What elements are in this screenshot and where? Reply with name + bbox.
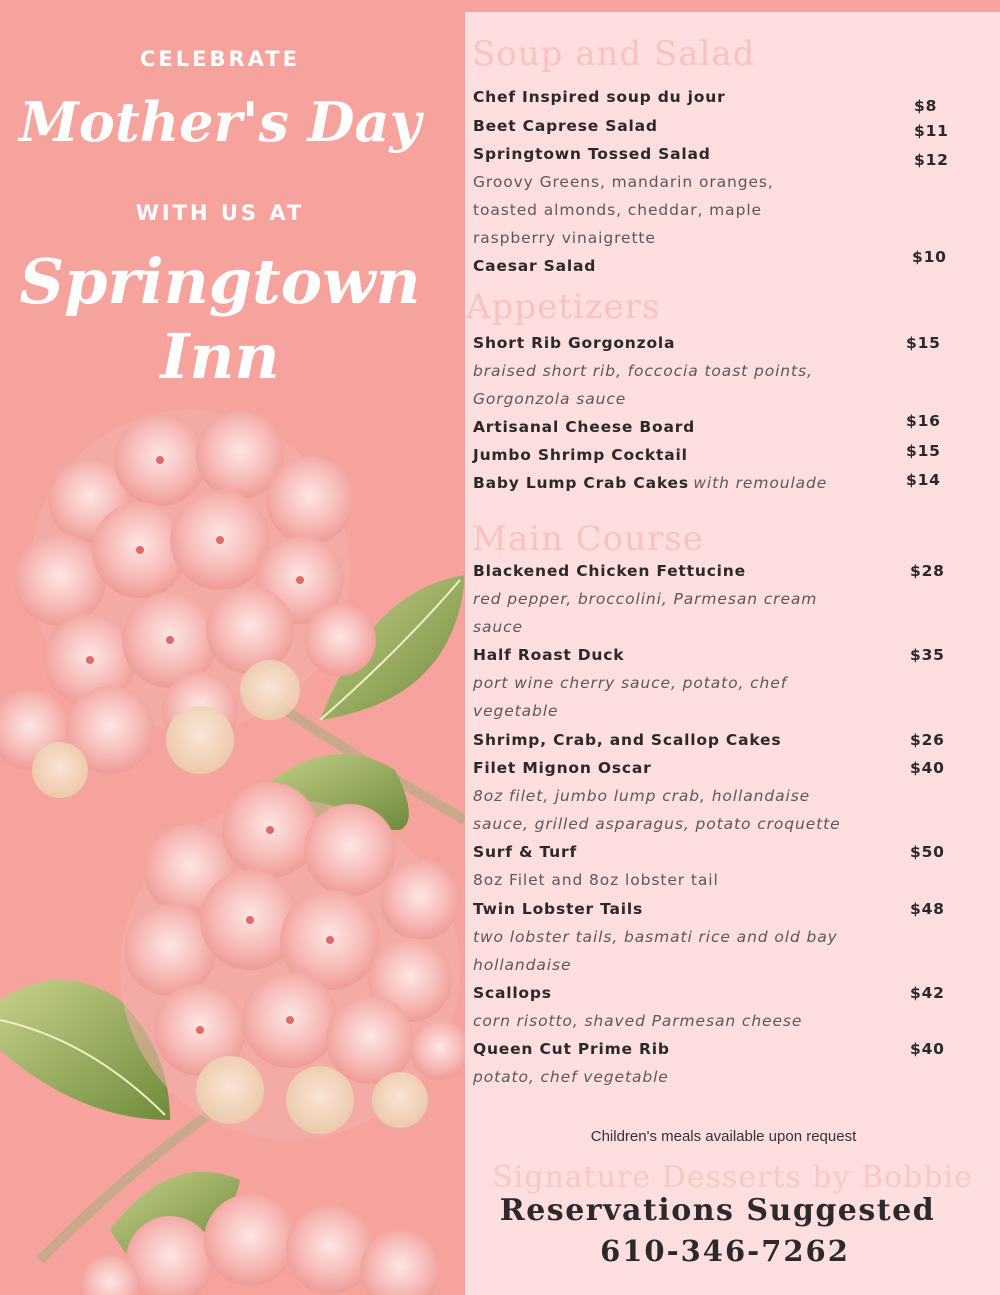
menu-item-description: 8oz Filet and 8oz lobster tail [473,871,719,889]
menu-item-price: $11 [914,122,949,140]
flower-cluster-bottom [120,782,465,1140]
menu-item-description: vegetable [473,702,559,720]
section-title-appetizers: Appetizers [466,287,661,327]
menu-item-price: $15 [906,334,941,352]
menu-item-description: two lobster tails, basmati rice and old bay [473,928,838,946]
menu-item-price: $14 [906,471,941,489]
menu-item-description: sauce, grilled asparagus, potato croquette [473,815,841,833]
menu-item-name: Queen Cut Prime Rib [473,1040,670,1058]
menu-item-price: $48 [910,900,945,918]
menu-item-name: Chef Inspired soup du jour [473,88,726,106]
menu-item-name: Caesar Salad [473,257,597,275]
menu-item-price: $10 [912,248,947,266]
menu-item-name: Baby Lump Crab Cakes [473,474,689,492]
top-accent-strip [465,0,1000,12]
reservations-heading: Reservations Suggested [499,1193,936,1228]
menu-item-name: Springtown Tossed Salad [473,145,711,163]
menu-item-name: Short Rib Gorgonzola [473,334,676,352]
menu-item-price: $50 [910,843,945,861]
menu-item-price: $26 [910,731,945,749]
celebrate-label: CELEBRATE [140,47,300,71]
menu-item-name: Half Roast Duck [473,646,625,664]
children-note: Children's meals available upon request [590,1128,857,1145]
menu-item-price: $12 [914,151,949,169]
menu-item-name: Shrimp, Crab, and Scallop Cakes [473,731,782,749]
menu-item-description: toasted almonds, cheddar, maple [473,201,762,219]
menu-item-description: red pepper, broccolini, Parmesan cream [473,590,818,608]
venue-name-line2: Inn [160,320,280,393]
menu-item-price: $28 [910,562,945,580]
venue-name-line1: Springtown [19,245,421,318]
left-panel [0,0,465,1295]
menu-item-name: Beet Caprese Salad [473,117,658,135]
menu-item-price: $40 [910,759,945,777]
menu-item-description: raspberry vinaigrette [473,229,656,247]
menu-item-description: corn risotto, shaved Parmesan cheese [473,1012,803,1030]
menu-item-description: Gorgonzola sauce [473,390,627,408]
menu-item-description: Groovy Greens, mandarin oranges, [473,173,774,191]
menu-item-price: $42 [910,984,945,1002]
menu-item-price: $16 [906,412,941,430]
menu-item-description: 8oz filet, jumbo lump crab, hollandaise [473,787,811,805]
occasion-title: Mother's Day [19,90,421,154]
menu-item-name: Scallops [473,984,552,1002]
desserts-heading: Signature Desserts by Bobbie [492,1160,973,1195]
menu-item-price: $35 [910,646,945,664]
phone-number[interactable]: 610-346-7262 [600,1234,850,1268]
section-title-soup-salad: Soup and Salad [472,34,756,74]
flower-cluster-top [0,410,376,798]
menu-item-description: sauce [473,618,523,636]
hydrangea-illustration [0,400,465,1295]
with-us-label: WITH US AT [135,201,305,225]
menu-item-description: potato, chef vegetable [473,1068,669,1086]
menu-item-price: $8 [914,97,938,115]
menu-item-row [473,474,827,493]
menu-item-description: braised short rib, foccocia toast points, [473,362,813,380]
menu-item-price: $15 [906,442,941,460]
menu-item-name: Blackened Chicken Fettucine [473,562,746,580]
menu-item-name: Surf & Turf [473,843,577,861]
menu-item-name: Artisanal Cheese Board [473,418,696,436]
menu-item-description: port wine cherry sauce, potato, chef [473,674,788,692]
menu-item-suffix: with remoulade [693,474,828,492]
menu-item-name: Jumbo Shrimp Cocktail [473,446,688,464]
menu-item-description: hollandaise [473,956,572,974]
menu-item-price: $40 [910,1040,945,1058]
menu-item-name: Filet Mignon Oscar [473,759,652,777]
menu-item-name: Twin Lobster Tails [473,900,644,918]
section-title-main-course: Main Course [472,519,704,559]
